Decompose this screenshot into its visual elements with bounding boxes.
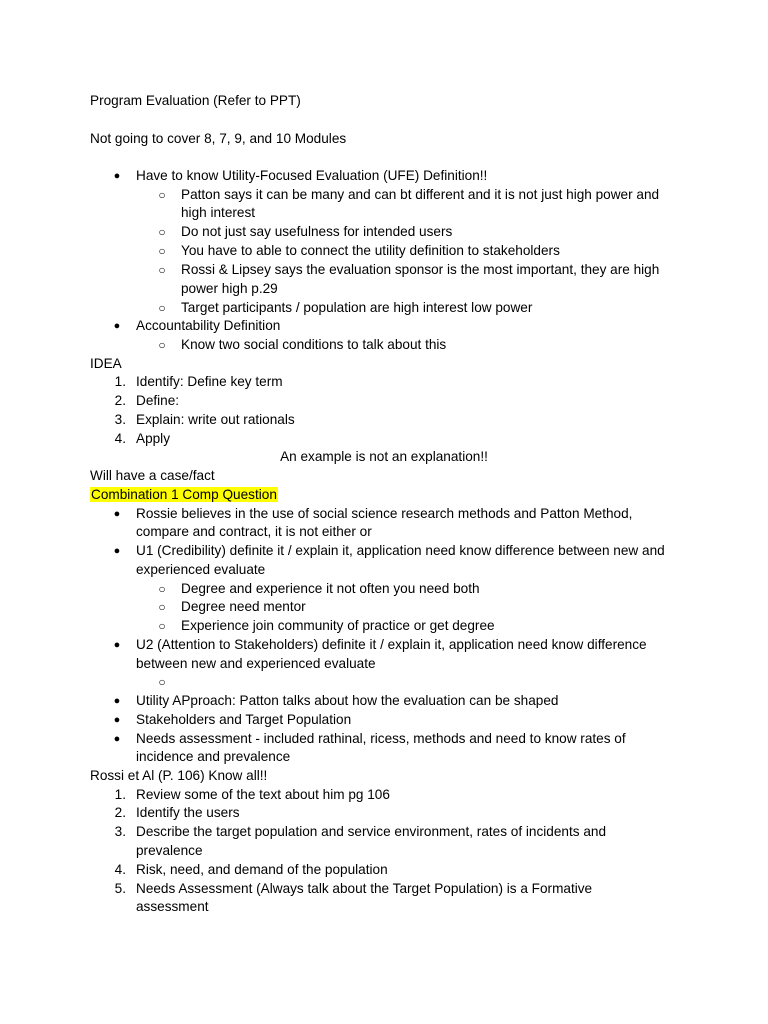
circle-bullet-icon: ○ [158, 338, 166, 352]
circle-bullet-icon: ○ [158, 263, 166, 277]
circle-bullet-icon: ○ [158, 225, 166, 239]
bullet-icon: ● [113, 508, 121, 520]
circle-bullet-icon: ○ [158, 244, 166, 258]
bullet-icon: ● [113, 639, 121, 651]
circle-bullet-icon: ○ [158, 619, 166, 633]
circle-bullet-icon: ○ [158, 600, 166, 614]
circle-bullet-icon: ○ [158, 188, 166, 202]
circle-bullet-icon: ○ [158, 675, 166, 689]
bullet-icon: ● [113, 170, 121, 182]
circle-bullet-icon: ○ [158, 582, 166, 596]
bullet-icon: ● [113, 320, 121, 332]
circle-bullet-icon: ○ [158, 301, 166, 315]
document-page: Program Evaluation (Refer to PPT) Not going to cover 8, 7, 9, and 10 Modules ● Have to know Utility-Focused Evaluation (UFE) Definition!! ○ Patton says it can be many and can bt different and it is not just high power and high interest ○ Do not just say usefulness for intended users ○ You have to able to connect the utility definition to stakeholders ○ Rossi & Lipsey says the evaluation sponsor is the most important, they are high power high p.29 ○ Target participants / population are high interest low power ● Accountability Definition ○ Know two social conditions to talk about this IDEA 1. Identify: Define key term 2. Define: 3. Explain: write out rationals 4. Apply An example is not an explanation!! Will have a case/fact Combination 1 Comp Question ● Rossie believes in the use of social science research methods and Patton Method, compare and contract, it is not either or ● U1 (Credibility) definite it / explain it, application need know difference between new and experienced evaluate ○ Degree and experience it not often you need both ○ Degree need mentor ○ Experience join community of practice or get degree ● U2 (Attention to Stakeholders) definite it / explain it, application need know difference between new and experienced evaluate ○ ● Utility APproach: Patton talks about how the evaluation can be shaped ● Stakeholders and Target Population ● Needs assessment - included rathinal, ricess, methods and need to know rates of incidence and prevalence Rossi et Al (P. 106) Know all!! 1. Review some of the text about him pg 106 2. Identify the users 3. Describe the target population and service environment, rates of incidents and prevalence 4. Risk, need, and demand of the population 5. Needs Assessment (Always talk about the Target Population) is a Formative assessment [90, 93, 665, 914]
bullet-icon: ● [113, 545, 121, 557]
bullet-icon: ● [113, 733, 121, 745]
bullet-icon: ● [113, 714, 121, 726]
bullet-icon: ● [113, 695, 121, 707]
